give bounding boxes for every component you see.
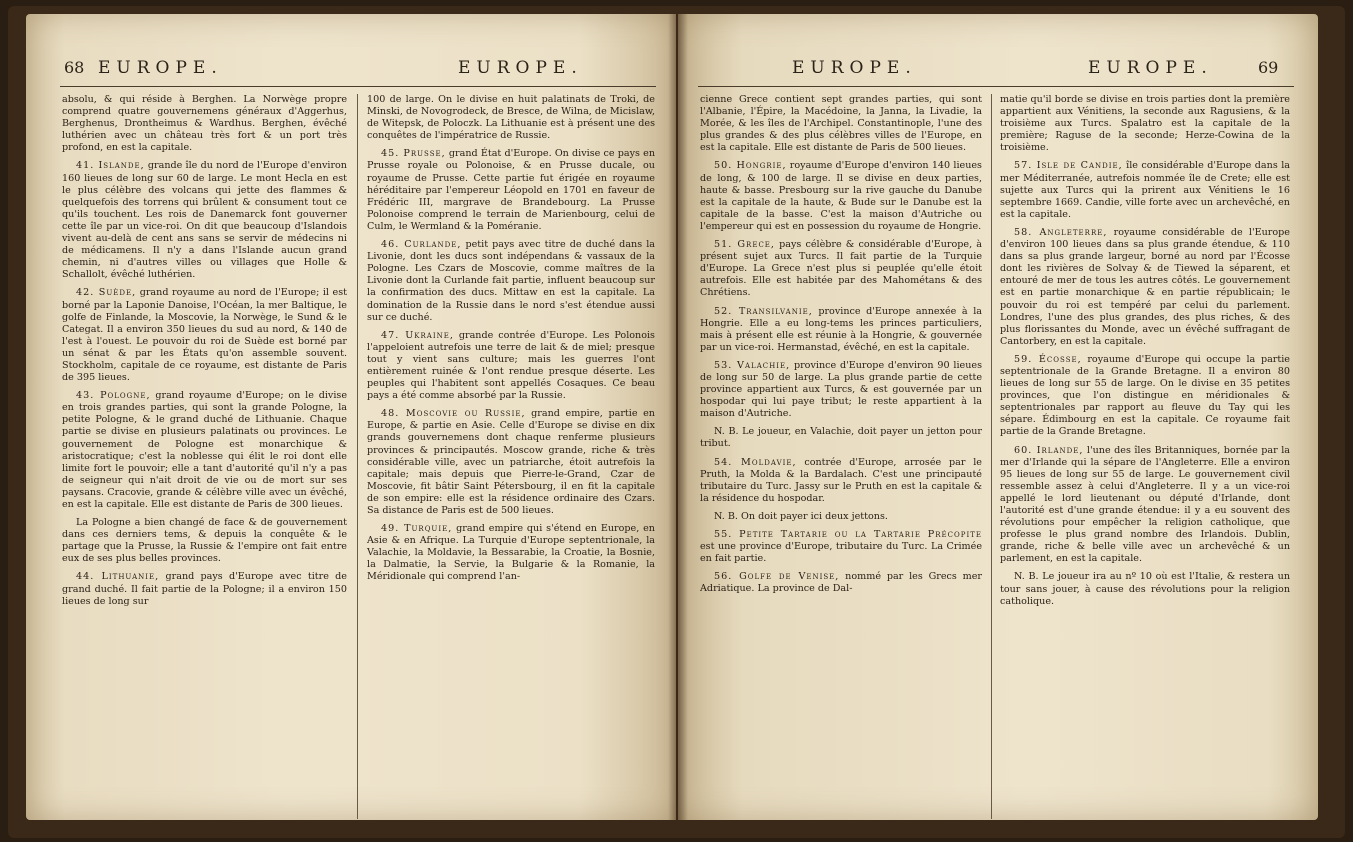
paragraph [62,390,347,511]
entry-heading: 53. Valachie, [714,359,791,371]
header-rule [60,86,656,87]
left-column-2 [367,94,655,590]
paragraph [1000,354,1290,439]
paragraph [367,239,655,324]
paragraph [367,94,655,142]
entry-text: absolu, & qui réside à Berghen. La Norwège propre comprend quatre gouvernemens généraux d'Aggerhus, Berghenus, Drontheimus & Wardhus. Berghen, évêché luthérien avec un château très fort & un port très profond, en est la capitale. [62,94,347,154]
paragraph [700,360,982,420]
entry-text: grand État d'Europe. On divise ce pays en Prusse royale ou Polonoise, & en Prusse ducale, ou royaume de Prusse. Cette partie fut érigée en royaume héréditaire par l'empereur Léopold en 1701 en faveur de Frédéric III, margrave de Brandebourg. La Prusse Polonoise comprend le terrain de Marienbourg, celui de Culm, le Wermland & la Poméranie. [367,148,655,232]
entry-heading: 47. Ukraine, [381,329,454,341]
left-column-1 [62,94,347,614]
entry-text: royaume d'Europe d'environ 140 lieues de long, & 100 de large. Il se divise en deux parties, haute & basse. Presbourg sur la rive gauche du Danube est la capitale de la haute, & Bude sur le Danube est la capitale de la basse. C'est la maison d'Autriche ou l'empereur qui est en possession du royaume de Hongrie. [700,160,982,232]
paragraph [367,408,655,517]
entry-text: 100 de large. On le divise en huit palatinats de Troki, de Minski, de Novogrodeck, de Bresce, de Wilna, de Micislaw, de Witepsk, de Poloczk. La Lithuanie est à présent une des conquêtes de l'impératrice de Russie. [367,94,655,142]
left-header-right: EUROPE. [458,58,583,78]
entry-text: petit pays avec titre de duché dans la Livonie, dont les ducs sont indépendans & vassaux de la Pologne. Les Czars de Moscovie, comme maîtres de la Livonie dont la Curlande fait partie, influent beaucoup sur la confirmation des ducs. Mittaw en est la capitale. La domination de la Russie dans le nord s'est étendue aussi sur ce duché. [367,239,655,323]
paragraph [700,160,982,233]
entry-heading: 49. Turquie, [381,523,453,535]
entry-text: royaume d'Europe qui occupe la partie septentrionale de la Grande Bretagne. Il a environ 80 lieues de long sur 55 de large. On le divise en 35 petites provinces, que l'on distingue en méridionales & septentrionales par rapport au fleuve du Tay qui les sépare. Édimbourg en est la capitale. Ce royaume fait partie de la Grande Bretagne. [1000,353,1290,438]
paragraph [700,239,982,299]
paragraph [1000,445,1290,566]
paragraph [62,571,347,607]
entry-text: nommé par les Grecs mer Adriatique. La province de Dal- [700,571,982,595]
paragraph [367,523,655,583]
entry-text: pays célèbre & considérable d'Europe, à présent sujet aux Turcs. Il fait partie de la Turquie d'Europe. La Grece n'est plus si peuplée qu'elle étoit autrefois. Elle est habitée par des Mahométans & des Chrétiens. [700,239,982,299]
column-divider [991,94,992,819]
entry-text: grande contrée d'Europe. Les Polonois l'appeloient autrefois une terre de lait & de miel; presque tout y vient sans culture; mais les guerres l'ont entièrement ruinée & l'ont rendue presque déserte. Les peuples qui l'habitent sont appellés Cosaques. Ce beau pays a été comme absorbé par la Russie. [367,329,655,402]
entry-heading: 56. Golfe de Venise, [714,571,840,583]
paragraph [1000,94,1290,154]
entry-text: île considérable d'Europe dans la mer Méditerranée, autrefois nommée île de Crete; elle est sujette aux Turcs qui la prirent aux Vénitiens le 16 septembre 1669. Candie, ville forte avec un archevêché, en est la capitale. [1000,160,1290,220]
entry-heading: 42. Suède, [76,287,137,299]
right-page-number: 69 [1258,58,1279,77]
right-column-1 [700,94,982,601]
paragraph [62,517,347,565]
entry-heading: 43. Pologne, [76,390,151,402]
entry-text: grand empire, partie en Europe, & partie en Asie. Celle d'Europe se divise en dix grands gouvernemens dont chaque renferme plusieurs provinces & principautés. Moscow grande, riche & très considérable ville, avec un patriarche, étoit autrefois la capitale; mais depuis que Pierre-le-Grand, Czar de Moscovie, fit bâtir Saint Pétersbourg, il en fit la capitale de son empire: elle est la résidence ordinaire des Czars. Sa distance de Paris est de 500 lieues. [367,408,655,516]
entry-heading: 44. Lithuanie, [76,571,160,583]
entry-heading: 51. Grece, [714,239,775,251]
paragraph [700,94,982,154]
entry-text: grande île du nord de l'Europe d'environ 160 lieues de long sur 60 de large. Le mont Hecla en est le plus célèbre des volcans qui jette des flammes & quelquefois des torrens qui brûlent & consument tout ce qu'ils touchent. Les rois de Danemarck font gouverner cette île par un vice-roi. On dit que beaucoup d'Islandois vivent au-delà de cent ans sans se servir de médecins ni de médicamens. Il n'y a dans l'Islande aucun grand chemin, ni d'autres villes ou villages que Holle & Schallolt, évêché luthérien. [62,160,347,281]
paragraph [1000,571,1290,607]
paragraph [367,330,655,403]
entry-text: matie qu'il borde se divise en trois parties dont la première appartient aux Vénitiens, la seconde aux Ragusiens, & la troisième aux Turcs. Spalatro est la capitale de la première; Raguse de la seconde; Herze-Cowina de la troisième. [1000,94,1290,154]
right-page [678,14,1318,820]
paragraph [700,571,982,595]
entry-heading: 48. Moscovie ou Russie, [381,408,526,420]
entry-heading: 45. Prusse, [381,148,446,160]
right-header-left: EUROPE. [792,58,917,78]
entry-heading: 55. Petite Tartarie ou la Tartarie Précopite [714,529,982,540]
entry-heading: 60. Irlande, [1014,444,1084,456]
paragraph [700,306,982,354]
entry-text: grand royaume d'Europe; on le divise en trois grandes parties, qui sont la grande Pologne, la petite Pologne, & le grand duché de Lithuanie. Chaque partie se divise en plusieurs palatinats ou provinces. Le gouvernement de Pologne est monarchique & aristocratique; c'est la noblesse qui élit le roi dont elle limite fort le pouvoir; elle a tant d'autorité qu'il n'y a pas de seigneur qui n'ait droit de vie ou de mort sur ses paysans. Cracovie, grande & célèbre ville avec un évêché, en est la capitale. Elle est distante de Paris de 300 lieues. [62,390,347,510]
left-page-number: 68 [64,58,85,77]
entry-heading: 52. Transilvanie, [714,305,813,317]
right-column-2 [1000,94,1290,614]
paragraph [1000,160,1290,220]
paragraph [700,529,982,565]
entry-text: cienne Grece contient sept grandes parties, qui sont l'Albanie, l'Épire, la Macédoine, la Janna, la Livadie, la Morée, & les îles de l'Archipel. Constantinople, l'une des plus grandes & des plus célèbres villes de l'Europe, en est la capitale. Elle est distante de Paris de 500 lieues. [700,94,982,154]
entry-heading: 57. Isle de Candie, [1014,160,1123,172]
entry-heading: 46. Curlande, [381,239,462,251]
entry-heading: 59. Écosse, [1014,353,1082,365]
entry-text: grand empire qui s'étend en Europe, en Asie & en Afrique. La Turquie d'Europe septentrionale, la Valachie, la Moldavie, la Bessarabie, la Croatie, la Bosnie, la Dalmatie, la Servie, la Bulgarie & la Romanie, la Méridionale qui comprend l'an- [367,523,655,583]
entry-text: province d'Europe d'environ 90 lieues de long sur 50 de large. La plus grande partie de cette province appartient aux Turcs, & est gouvernée par un hospodar qui lui paye tribut; le reste appartient à la maison d'Autriche. [700,359,982,420]
paragraph [700,511,982,523]
entry-text: est une province d'Europe, tributaire du Turc. La Crimée en fait partie. [700,541,982,565]
entry-text: La Pologne a bien changé de face & de gouvernement dans ces derniers tems, & depuis la conquête & le partage que la Prusse, la Russie & l'empire ont fait entre eux de ses plus belles provinces. [62,517,347,565]
paragraph [62,94,347,154]
column-divider [357,94,358,819]
entry-text: N. B. Le joueur, en Valachie, doit payer un jetton pour tribut. [700,426,982,450]
entry-heading: 54. Moldavie, [714,456,797,468]
entry-heading: 58. Angleterre, [1014,226,1108,238]
paragraph [62,160,347,281]
entry-text: contrée d'Europe, arrosée par le Pruth, la Molda & la Bardalach. C'est une principauté tributaire du Turc. Jassy sur le Pruth en est la capitale & la résidence du hospodar. [700,456,982,504]
left-header-left: EUROPE. [98,58,223,78]
paragraph [1000,227,1290,348]
entry-text: grand royaume au nord de l'Europe; il est borné par la Laponie Danoise, l'Océan, la mer Baltique, le golfe de Finlande, la Moscovie, la Norwège, le Sund & le Categat. Il a environ 350 lieues du sud au nord, & 140 de l'est à l'ouest. Le pouvoir du roi de Suède est borné par un sénat & par les États qu'on assemble souvent. Stockholm, capitale de ce royaume, est distante de Paris de 395 lieues. [62,287,347,384]
entry-text: royaume considérable de l'Europe d'environ 100 lieues dans sa plus grande étendue, & 110 dans sa plus grande largeur, borné au nord par l'Écosse dont les rivières de Solvay & de Tiewed la séparent, et entouré de mer de tous les autres côtés. Le gouvernement est en partie monarchique & en partie républicain; le pouvoir du roi est tempéré par celui du parlement. Londres, l'une des plus grandes, des plus riches, & des plus florissantes du Monde, avec un évêché suffragant de Cantorbery, en est la capitale. [1000,226,1290,347]
left-page [26,14,676,820]
paragraph [700,457,982,505]
entry-text: l'une des îles Britanniques, bornée par la mer d'Irlande qui la sépare de l'Angleterre. Elle a environ 95 lieues de long sur 55 de large. Le gouvernement civil ressemble assez à celui d'Angleterre. Il y a un vice-roi appellé le lord lieutenant ou député d'Irlande, dont l'autorité est d'une grande étendue: il y a eu souvent des révolutions pour empêcher la religion catholique, que professe le plus grand nombre des Irlandois. Dublin, grande, riche & belle ville avec un archevêché & un parlement, en est la capitale. [1000,444,1290,565]
entry-text: province d'Europe annexée à la Hongrie. Elle a eu long-tems les princes particuliers, mais à présent elle est réunie à la Hongrie, & gouvernée par un vice-roi. Hermanstad, évêché, en est la capitale. [700,305,982,353]
paragraph [367,148,655,233]
entry-text: grand pays d'Europe avec titre de grand duché. Il fait partie de la Pologne; il a environ 150 lieues de long sur [62,571,347,607]
right-header-right: EUROPE. [1088,58,1213,78]
entry-text: N. B. Le joueur ira au nº 10 où est l'Italie, & restera un tour sans jouer, à cause des révolutions pour la religion catholique. [1000,571,1290,607]
entry-text: N. B. On doit payer ici deux jettons. [714,510,888,522]
entry-heading: 41. Islande, [76,160,145,172]
entry-heading: 50. Hongrie, [714,160,787,172]
book-gutter [668,14,688,820]
paragraph [62,287,347,384]
paragraph [700,426,982,450]
header-rule [698,86,1294,87]
